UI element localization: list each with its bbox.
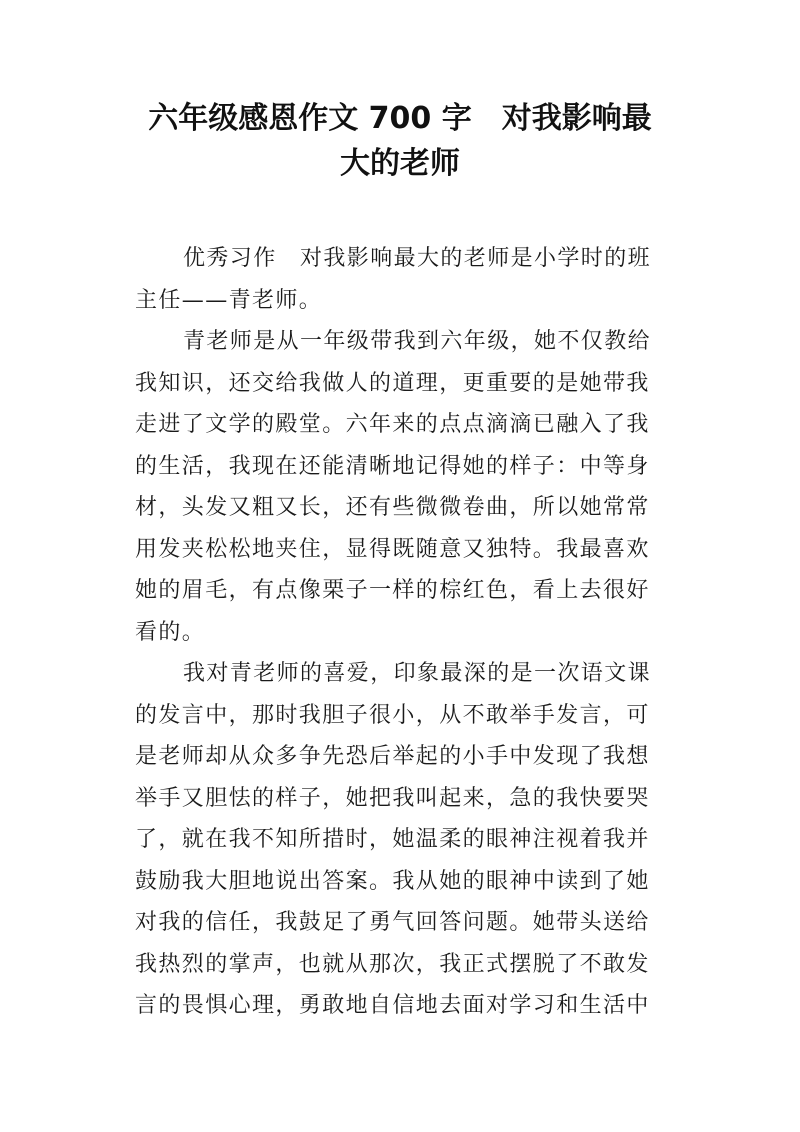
document-body [135, 238, 667, 1027]
text-line: 我对青老师的喜爱，印象最深的是一次语文课 [183, 661, 652, 686]
document-title [100, 96, 700, 186]
text-line: 鼓励我大胆地说出答案。我从她的眼神中读到了她 [135, 868, 650, 894]
title-line-2: 大的老师 [340, 146, 460, 181]
paragraph-3 [135, 653, 667, 1027]
text-line: 主任——青老师。 [135, 287, 323, 313]
paragraph-1 [135, 238, 667, 321]
text-line: 我热烈的掌声，也就从那次，我正式摆脱了不敢发 [135, 951, 650, 977]
title-line-1: 六年级感恩作文 700 字 对我影响最 [148, 101, 652, 136]
text-line: 我知识，还交给我做人的道理，更重要的是她带我 [135, 370, 650, 396]
text-line: 青老师是从一年级带我到六年级，她不仅教给 [183, 329, 652, 354]
text-line: 了，就在我不知所措时，她温柔的眼神注视着我并 [135, 827, 650, 852]
text-line: 走进了文学的殿堂。六年来的点点滴滴已融入了我 [135, 412, 650, 437]
text-line: 材，头发又粗又长，还有些微微卷曲，所以她常常 [135, 495, 650, 520]
text-line: 举手又胆怯的样子，她把我叫起来，急的我快要哭 [135, 785, 650, 811]
text-line: 看的。 [135, 619, 206, 645]
paragraph-2 [135, 321, 667, 653]
text-line: 言的畏惧心理，勇敢地自信地去面对学习和生活中 [135, 993, 650, 1018]
text-line: 优秀习作 对我影响最大的老师是小学时的班 [183, 246, 652, 271]
text-line: 的生活，我现在还能清晰地记得她的样子：中等身 [135, 453, 650, 479]
text-line: 是老师却从众多争先恐后举起的小手中发现了我想 [135, 744, 650, 769]
text-line: 用发夹松松地夹住，显得既随意又独特。我最喜欢 [135, 536, 650, 562]
text-line: 对我的信任，我鼓足了勇气回答问题。她带头送给 [135, 910, 650, 935]
text-line: 她的眉毛，有点像栗子一样的棕红色，看上去很好 [135, 578, 650, 603]
text-line: 的发言中，那时我胆子很小，从不敢举手发言，可 [135, 702, 650, 728]
